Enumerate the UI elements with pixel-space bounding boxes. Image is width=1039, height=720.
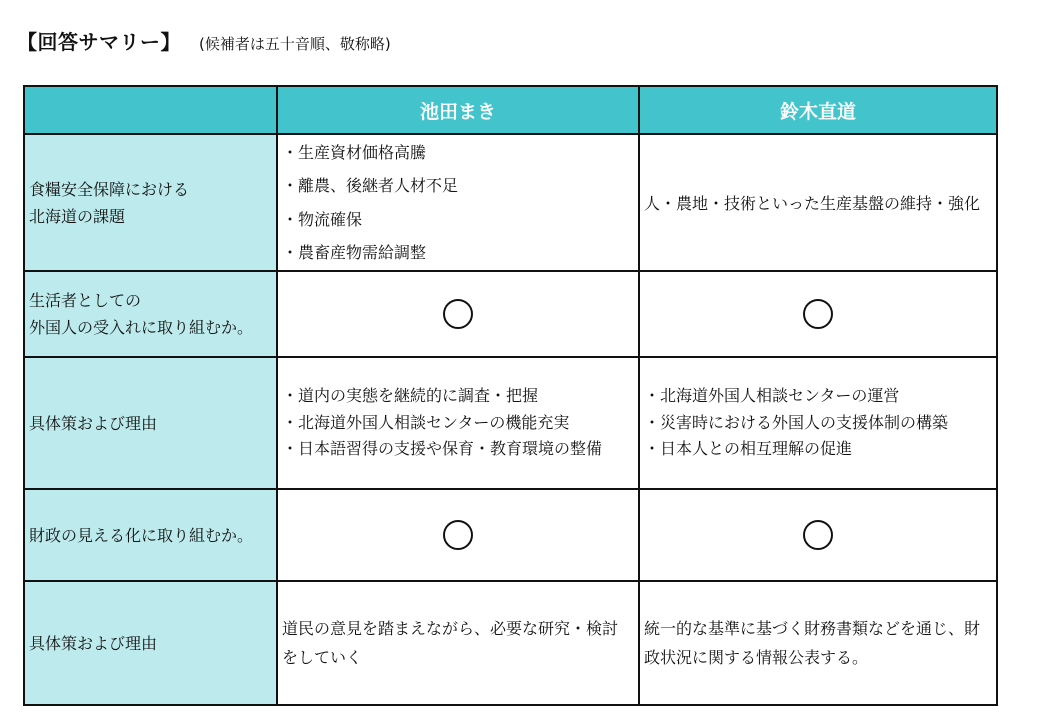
circle-mark-icon (803, 299, 833, 329)
circle-mark-icon (803, 520, 833, 550)
answer-summary-table (23, 85, 998, 706)
list-item: ・生産資材価格高騰 (282, 142, 427, 162)
table-row (24, 489, 997, 581)
list-item: ・日本語習得の支援や保育・教育環境の整備 (282, 439, 603, 459)
table-row (24, 581, 997, 705)
list-item: ・北海道外国人相談センターの機能充実 (282, 412, 570, 432)
suzuki-answer: 統一的な基準に基づく財務書類などを通じ、財 政状況に関する情報公表する。 (639, 581, 997, 705)
ikeda-answer (277, 489, 639, 581)
suzuki-answer (639, 357, 997, 489)
candidate-header-ikeda: 池田まき (277, 86, 639, 134)
list-item: ・災害時における外国人の支援体制の構築 (644, 412, 949, 432)
list-item: ・北海道外国人相談センターの運営 (644, 386, 900, 406)
list-item: ・日本人との相互理解の促進 (644, 439, 853, 459)
row-label: 食糧安全保障における 北海道の課題 (24, 134, 277, 271)
row-label: 具体策および理由 (24, 357, 277, 489)
ikeda-answer (277, 271, 639, 357)
summary-title: 【回答サマリー】 (17, 30, 181, 54)
circle-mark-icon (443, 299, 473, 329)
summary-heading (17, 26, 391, 54)
summary-note: (候補者は五十音順、敬称略) (199, 35, 391, 53)
candidate-header-suzuki: 鈴木直道 (639, 86, 997, 134)
circle-mark-icon (443, 520, 473, 550)
header-row (24, 86, 997, 134)
table-row (24, 134, 997, 271)
table-row (24, 271, 997, 357)
suzuki-answer (639, 271, 997, 357)
row-label: 財政の見える化に取り組むか。 (24, 489, 277, 581)
ikeda-answer (277, 134, 639, 271)
ikeda-answer (277, 357, 639, 489)
list-item: ・農畜産物需給調整 (282, 243, 427, 262)
row-label: 生活者としての 外国人の受入れに取り組むか。 (24, 271, 277, 357)
list-item: ・物流確保 (282, 209, 363, 229)
list-item: ・道内の実態を継続的に調査・把握 (282, 386, 539, 406)
suzuki-answer (639, 489, 997, 581)
table-row (24, 357, 997, 489)
header-corner-cell (24, 86, 277, 134)
ikeda-answer: 道民の意見を踏まえながら、必要な研究・検討 をしていく (277, 581, 639, 705)
list-item: ・離農、後継者人材不足 (282, 176, 459, 195)
row-label: 具体策および理由 (24, 581, 277, 705)
suzuki-answer: 人・農地・技術といった生産基盤の維持・強化 (639, 134, 997, 271)
